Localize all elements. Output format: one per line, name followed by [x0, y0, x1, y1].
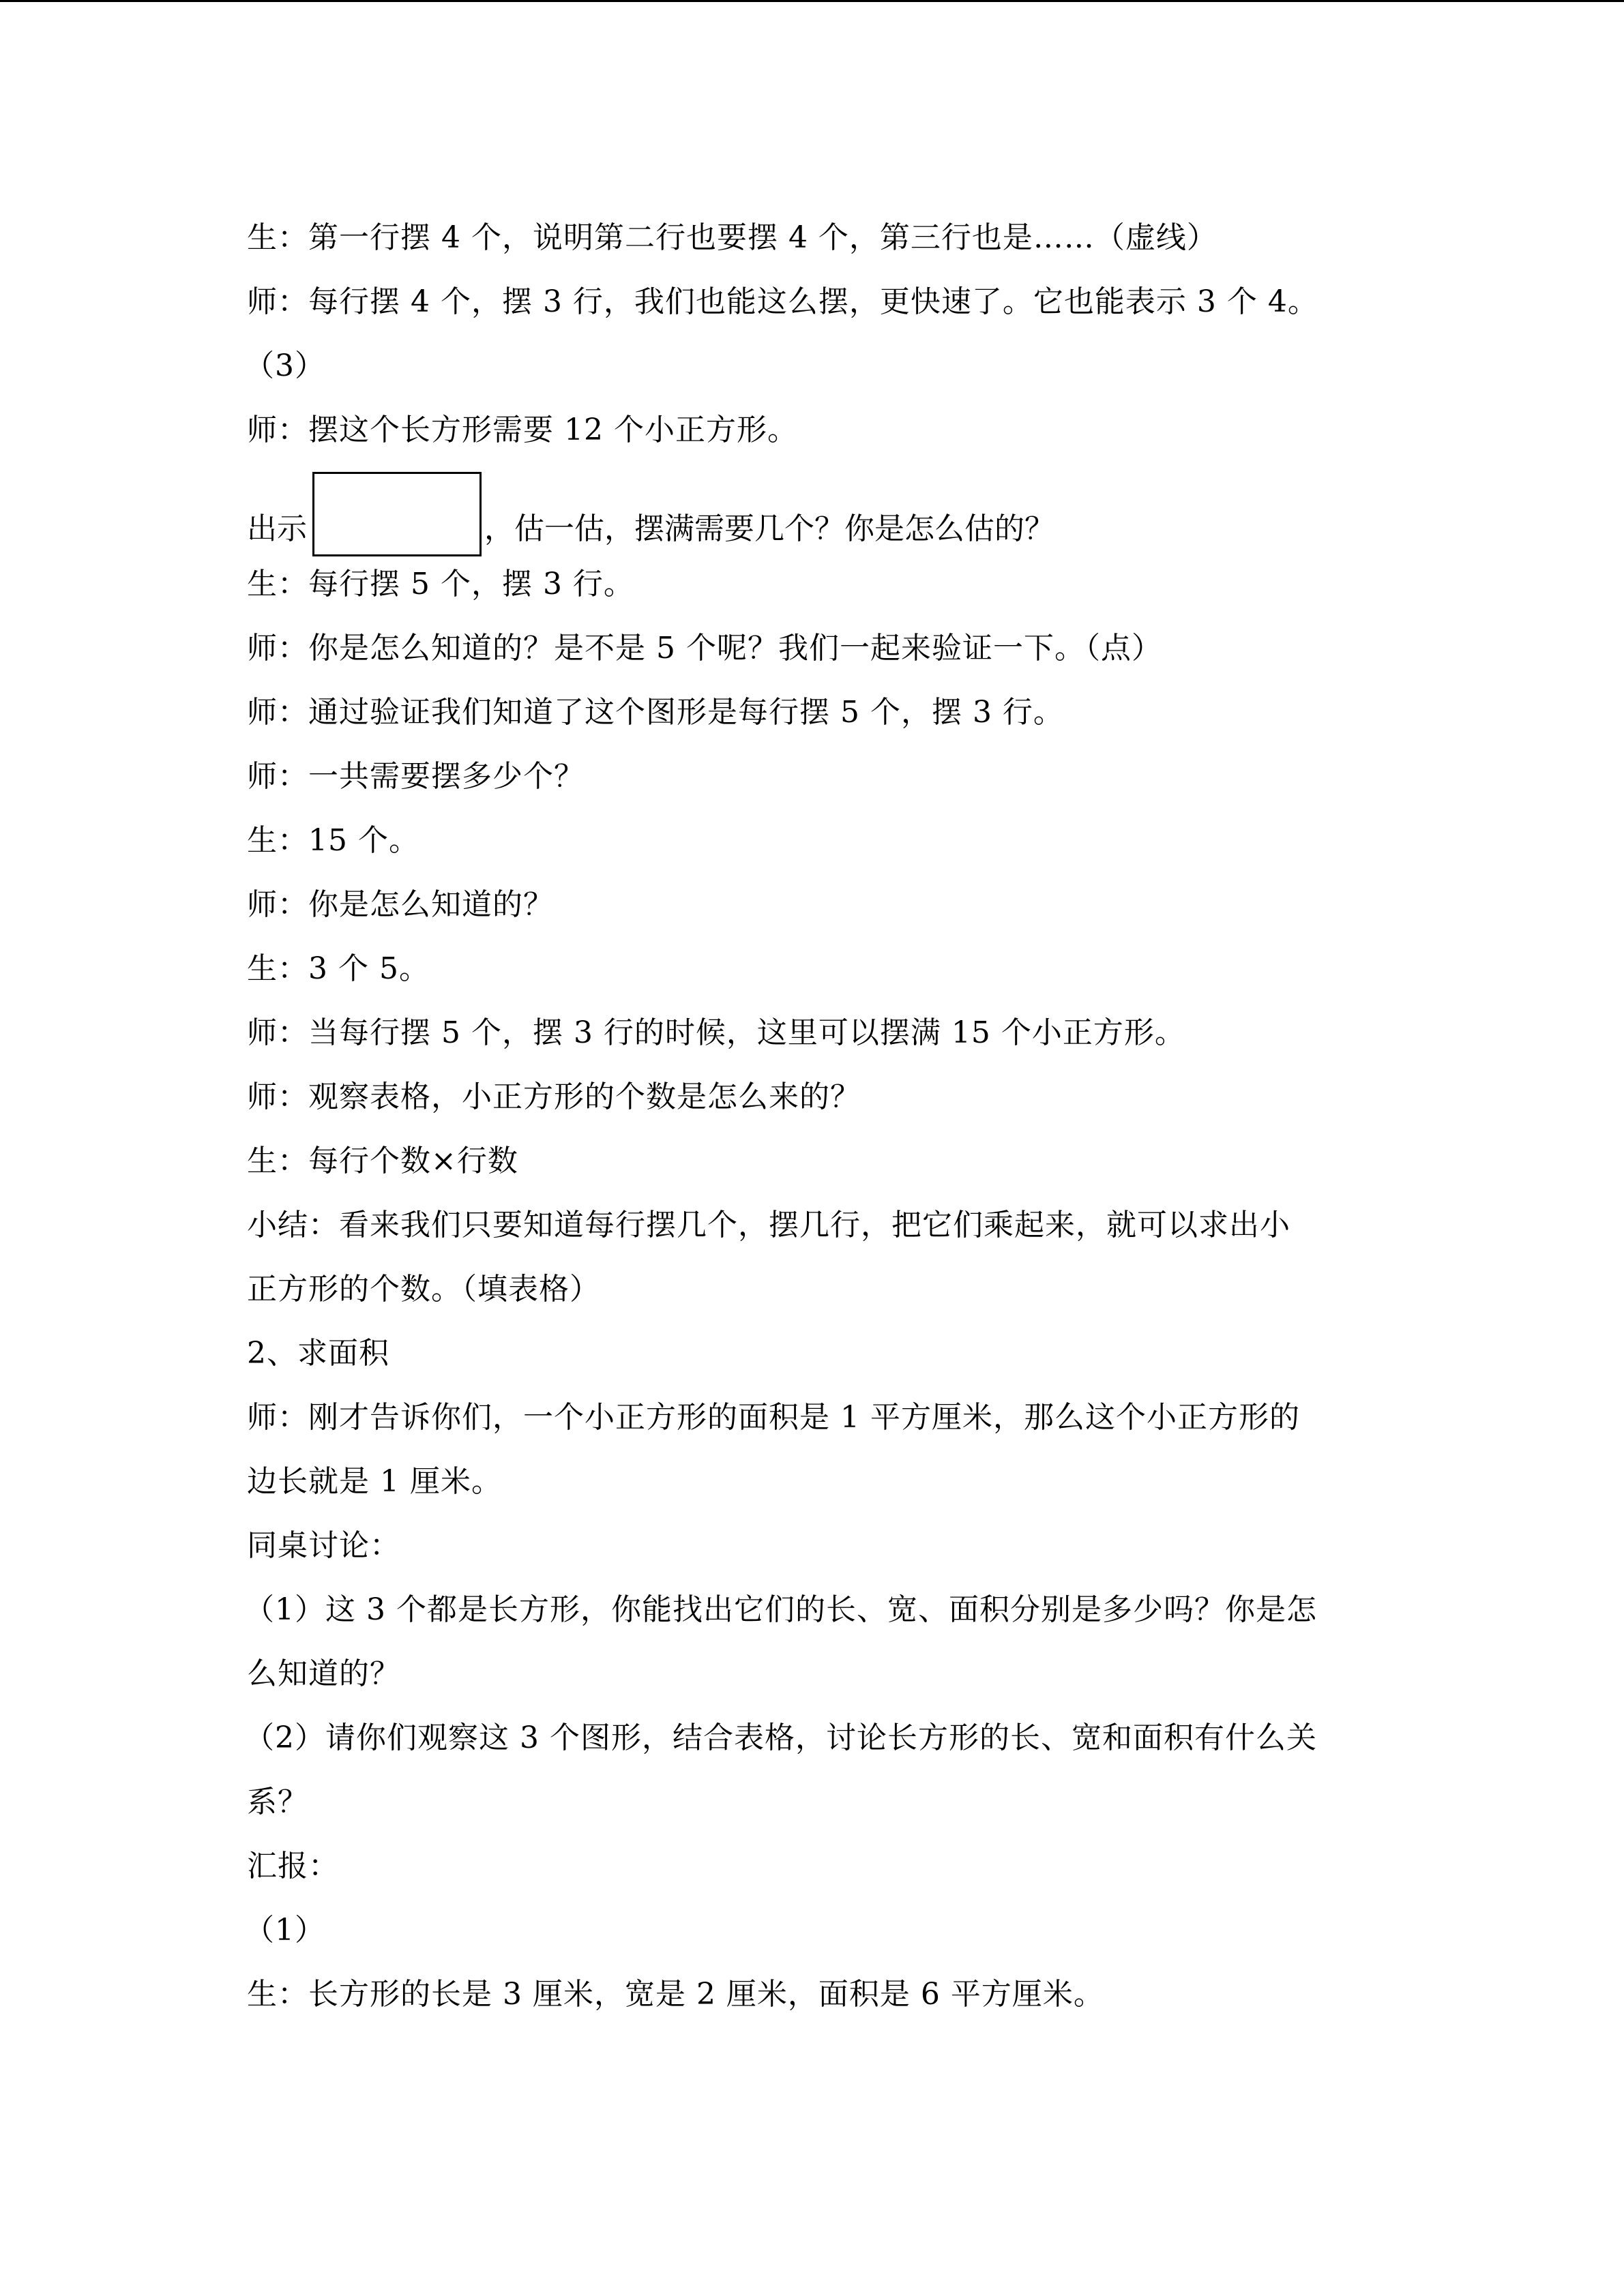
paragraph-line: 师：通过验证我们知道了这个图形是每行摆 5 个，摆 3 行。	[247, 695, 1064, 730]
paragraph-line: 边长就是 1 厘米。	[247, 1464, 502, 1499]
paragraph-line: （3）	[244, 348, 325, 383]
paragraph-line: 生：第一行摆 4 个，说明第二行也要摆 4 个，第三行也是……（虚线）	[247, 220, 1217, 255]
paragraph-line: 汇报：	[247, 1849, 339, 1883]
paragraph-line: 生：每行摆 5 个，摆 3 行。	[247, 567, 634, 601]
paragraph-line: （2）请你们观察这 3 个图形，结合表格，讨论长方形的长、宽和面积有什么关	[244, 1720, 1317, 1755]
paragraph-line: 师：摆这个长方形需要 12 个小正方形。	[247, 413, 798, 447]
paragraph-line: （1）这 3 个都是长方形，你能找出它们的长、宽、面积分别是多少吗？你是怎	[244, 1592, 1317, 1627]
paragraph-line: 生：长方形的长是 3 厘米，宽是 2 厘米，面积是 6 平方厘米。	[247, 1977, 1104, 2012]
paragraph-line: 生：15 个。	[247, 823, 419, 858]
paragraph-line: 师：每行摆 4 个，摆 3 行，我们也能这么摆，更快速了。它也能表示 3 个 4。	[247, 284, 1318, 319]
paragraph-line: 么知道的？	[247, 1656, 400, 1691]
paragraph-line: 师：你是怎么知道的？	[247, 887, 554, 922]
paragraph-line: 师：观察表格，小正方形的个数是怎么来的？	[247, 1079, 861, 1114]
paragraph-line: 师：刚才告诉你们，一个小正方形的面积是 1 平方厘米，那么这个小正方形的	[247, 1400, 1300, 1435]
document-body	[244, 206, 1379, 2027]
inline-figure-prefix: 出示	[247, 511, 307, 546]
paragraph-line: （1）	[244, 1913, 325, 1948]
paragraph-line: 师：一共需要摆多少个？	[247, 759, 585, 794]
paragraph-line: 生：每行个数×行数	[247, 1144, 518, 1178]
paragraph-line: 同桌讨论：	[247, 1528, 400, 1563]
paragraph-line: 系？	[247, 1785, 308, 1819]
paragraph-line: 生：3 个 5。	[247, 951, 430, 986]
inline-figure-suffix: ，估一估，摆满需要几个？你是怎么估的？	[484, 511, 1054, 546]
paragraph-line: 小结：看来我们只要知道每行摆几个，摆几行，把它们乘起来，就可以求出小	[247, 1208, 1290, 1242]
paragraph-line: 师：当每行摆 5 个，摆 3 行的时候，这里可以摆满 15 个小正方形。	[247, 1015, 1185, 1050]
paragraph-line: 正方形的个数。（填表格）	[247, 1272, 600, 1307]
page-top-border	[0, 0, 1624, 2]
rectangle-figure	[312, 472, 482, 556]
paragraph-line: 师：你是怎么知道的？是不是 5 个呢？我们一起来验证一下。（点）	[247, 631, 1162, 666]
inline-figure-line	[247, 462, 1379, 552]
section-heading: 2、求面积	[247, 1336, 389, 1371]
